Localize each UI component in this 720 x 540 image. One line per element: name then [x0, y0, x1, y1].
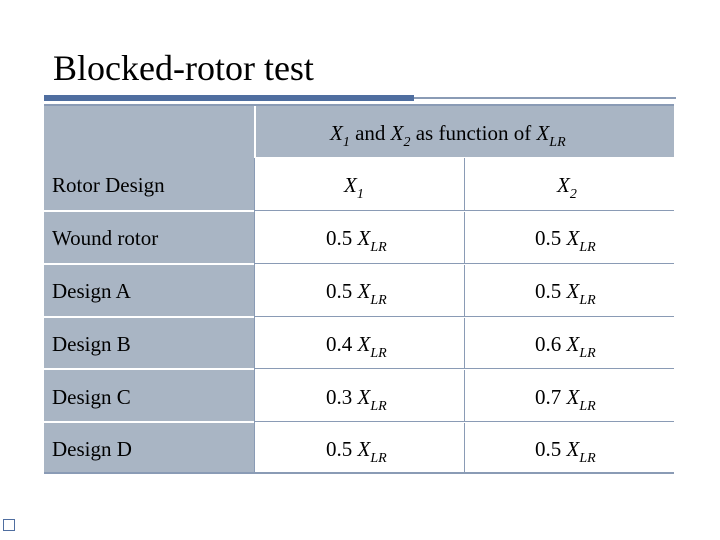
cell-x1: 0.5 $X_{LR}$: [326, 437, 387, 466]
column-header-x2: $X_2$: [557, 173, 577, 202]
grid-line: [254, 368, 674, 369]
cell-x2: 0.6 $X_{LR}$: [535, 332, 596, 361]
row-design-label: Design A: [52, 279, 131, 303]
grid-line: [254, 263, 674, 264]
cell-x1: 0.3 $X_{LR}$: [326, 385, 387, 414]
cell-x2: 0.5 $X_{LR}$: [535, 226, 596, 255]
row-design-label: Wound rotor: [52, 226, 159, 250]
slide-title: Blocked-rotor test: [53, 48, 314, 88]
cell-x1: 0.4 $X_{LR}$: [326, 332, 387, 361]
title-accent-bar: [44, 95, 414, 101]
grid-line: [254, 104, 256, 158]
grid-line: [254, 316, 674, 317]
cell-x2: 0.7 $X_{LR}$: [535, 385, 596, 414]
column-header-x1: $X_1$: [344, 173, 364, 202]
row-design-label: Design D: [52, 437, 132, 461]
row-design-label: Design C: [52, 385, 131, 409]
grid-line: [254, 210, 674, 211]
grid-line: [254, 421, 674, 422]
title-divider-line: [414, 97, 676, 99]
column-header-rotor-design: Rotor Design: [52, 173, 165, 197]
cell-x2: 0.5 $X_{LR}$: [535, 279, 596, 308]
group-header: $X_1$ and $X_2$ as function of $X_{LR}$: [330, 121, 566, 150]
cell-x1: 0.5 $X_{LR}$: [326, 279, 387, 308]
cell-x2: 0.5 $X_{LR}$: [535, 437, 596, 466]
cell-x1: 0.5 $X_{LR}$: [326, 226, 387, 255]
slide-bullet-box: [3, 519, 15, 531]
row-design-label: Design B: [52, 332, 131, 356]
grid-line: [254, 158, 255, 474]
